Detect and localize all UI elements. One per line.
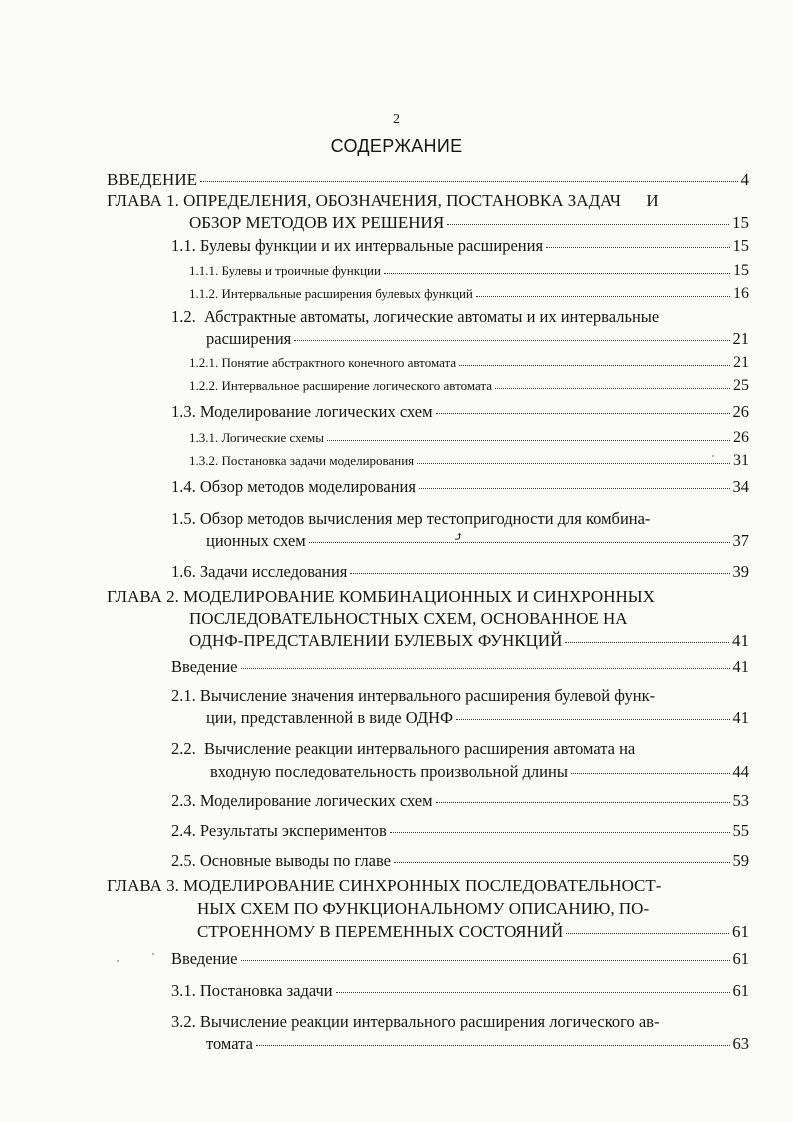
toc-entry-text: 1.1.2. Интервальные расширения булевых функций <box>189 286 473 301</box>
toc-entry-intro[interactable] <box>107 169 749 191</box>
toc-section-1-2[interactable] <box>206 328 749 350</box>
toc-entry-page: 61 <box>732 922 749 941</box>
toc-chapter-3-line2[interactable] <box>197 898 749 920</box>
toc-chapter-3[interactable] <box>197 921 749 943</box>
toc-entry-text: ции, представленной в виде ОДНФ <box>206 708 454 727</box>
toc-entry-text: ОДНФ-ПРЕДСТАВЛЕНИИ БУЛЕВЫХ ФУНКЦИЙ <box>189 631 563 650</box>
toc-chapter-3-intro[interactable] <box>171 948 749 970</box>
toc-entry-text: 1.2. Абстрактные автоматы, логические автоматы и их интервальные <box>171 307 660 326</box>
toc-entry-page: 26 <box>732 402 749 421</box>
dot-leader <box>571 772 730 774</box>
toc-entry-text: 2.4. Результаты экспериментов <box>171 821 387 840</box>
toc-entry-page: 39 <box>732 562 749 581</box>
page-title: СОДЕРЖАНИЕ <box>330 136 463 156</box>
dot-leader <box>459 364 730 366</box>
dot-leader <box>294 339 729 341</box>
toc-entry-page: 21 <box>733 354 749 371</box>
toc-chapter-1[interactable] <box>189 212 749 234</box>
toc-entry-text: 1.2.2. Интервальное расширение логического автомата <box>189 378 493 393</box>
toc-subsection-1-1-1[interactable] <box>189 260 749 282</box>
toc-entry-page: 61 <box>732 949 749 968</box>
dot-leader <box>200 180 738 182</box>
toc-chapter-2-line2[interactable] <box>189 608 749 630</box>
dot-leader <box>350 572 729 574</box>
toc-entry-text: 1.3. Моделирование логических схем <box>171 402 433 421</box>
dot-leader <box>417 462 730 464</box>
toc-entry-page: 55 <box>732 821 749 840</box>
toc-subsection-1-1-2[interactable] <box>189 283 749 305</box>
toc-entry-text: 2.3. Моделирование логических схем <box>171 791 433 810</box>
scan-mark: ⤴ <box>453 529 464 544</box>
toc-entry-text: 1.6. Задачи исследования <box>171 562 348 581</box>
toc-entry-page: 41 <box>732 631 749 650</box>
toc-entry-text: НЫХ СХЕМ ПО ФУНКЦИОНАЛЬНОМУ ОПИСАНИЮ, ПО- <box>197 899 650 918</box>
toc-entry-text: ционных схем <box>206 531 306 550</box>
toc-entry-text: 1.2.1. Понятие абстрактного конечного автомата <box>189 355 457 370</box>
toc-section-1-5-line1[interactable] <box>171 508 749 530</box>
toc-section-2-4[interactable] <box>171 820 749 842</box>
toc-entry-text: входную последовательность произвольной длины <box>210 762 568 781</box>
toc-section-3-1[interactable] <box>171 980 749 1002</box>
toc-entry-text: ОБЗОР МЕТОДОВ ИХ РЕШЕНИЯ <box>189 213 445 232</box>
toc-entry-page: 44 <box>732 762 749 781</box>
toc-entry-text: 1.5. Обзор методов вычисления мер тестопригодности для комбина- <box>171 509 651 528</box>
toc-entry-page: 4 <box>740 170 749 189</box>
toc-entry-page: 15 <box>732 236 749 255</box>
toc-entry-page: 15 <box>733 262 749 279</box>
toc-entry-text: 1.1.1. Булевы и троичные функции <box>189 263 381 278</box>
toc-entry-page: 16 <box>733 285 749 302</box>
toc-entry-page: 31 <box>733 452 749 469</box>
toc-section-1-1[interactable] <box>171 235 749 257</box>
toc-section-1-4[interactable] <box>171 476 749 498</box>
toc-section-2-5[interactable] <box>171 850 749 872</box>
toc-entry-text: 1.3.1. Логические схемы <box>189 430 324 445</box>
toc-chapter-2[interactable] <box>189 630 749 652</box>
scan-speck <box>117 960 119 962</box>
toc-entry-text: ВВЕДЕНИЕ <box>107 170 197 189</box>
toc-section-2-1[interactable] <box>206 707 749 729</box>
toc-chapter-1-line1[interactable] <box>107 190 749 212</box>
toc-entry-text: 2.2. Вычисление реакции интервального расширения автомата на <box>171 739 636 758</box>
toc-section-2-3[interactable] <box>171 790 749 812</box>
toc-section-2-2-line1[interactable] <box>171 738 749 760</box>
dot-leader <box>495 387 730 389</box>
toc-section-1-5[interactable] <box>206 530 749 552</box>
dot-leader <box>546 246 729 248</box>
toc-entry-page: 15 <box>732 213 749 232</box>
dot-leader <box>241 667 730 669</box>
toc-entry-text: 1.3.2. Постановка задачи моделирования <box>189 453 415 468</box>
toc-section-3-2[interactable] <box>206 1033 749 1055</box>
toc-entry-page: 26 <box>733 429 749 446</box>
toc-subsection-1-2-2[interactable] <box>189 375 749 397</box>
dot-leader <box>476 295 730 297</box>
toc-entry-page: 59 <box>732 851 749 870</box>
scan-speck <box>152 953 154 955</box>
toc-entry-page: 61 <box>732 981 749 1000</box>
toc-subsection-1-3-2[interactable] <box>189 450 749 472</box>
toc-entry-page: 37 <box>732 531 749 550</box>
toc-subsection-1-3-1[interactable] <box>189 427 749 449</box>
toc-chapter-3-line1[interactable] <box>107 875 749 897</box>
scan-speck <box>712 455 714 457</box>
toc-entry-page: 25 <box>733 377 749 394</box>
toc-section-2-1-line1[interactable] <box>171 685 749 707</box>
toc-entry-text: ГЛАВА 2. МОДЕЛИРОВАНИЕ КОМБИНАЦИОННЫХ И СИНХРОННЫХ <box>107 587 655 606</box>
toc-entry-text: 2.5. Основные выводы по главе <box>171 851 391 870</box>
dot-leader <box>436 412 730 414</box>
dot-leader <box>419 487 730 489</box>
toc-entry-text: 1.1. Булевы функции и их интервальные расширения <box>171 236 544 255</box>
dot-leader <box>566 932 729 934</box>
dot-leader <box>241 959 730 961</box>
dot-leader <box>309 541 730 543</box>
dot-leader <box>456 718 729 720</box>
toc-entry-text: расширения <box>206 329 292 348</box>
dot-leader <box>256 1044 730 1046</box>
toc-entry-text: Введение <box>171 949 238 968</box>
toc-entry-page: 41 <box>732 657 749 676</box>
toc-chapter-2-line1[interactable] <box>107 586 749 608</box>
toc-entry-text: 2.1. Вычисление значения интервального расширения булевой функ- <box>171 686 656 705</box>
page-number: 2 <box>393 112 400 127</box>
dot-leader <box>336 991 730 993</box>
toc-chapter-2-intro[interactable] <box>171 656 749 678</box>
toc-section-1-2-line1[interactable] <box>171 306 749 328</box>
toc-entry-page: 21 <box>732 329 749 348</box>
toc-entry-text: СТРОЕННОМУ В ПЕРЕМЕННЫХ СОСТОЯНИЙ <box>197 922 564 941</box>
toc-entry-page: 41 <box>732 708 749 727</box>
toc-entry-text: 3.2. Вычисление реакции интервального расширения логического ав- <box>171 1012 660 1031</box>
dot-leader <box>394 861 730 863</box>
dot-leader <box>390 831 730 833</box>
toc-entry-page: 34 <box>732 477 749 496</box>
toc-entry-text: 3.1. Постановка задачи <box>171 981 333 1000</box>
toc-entry-text: 1.4. Обзор методов моделирования <box>171 477 416 496</box>
toc-section-1-6[interactable] <box>171 561 749 583</box>
toc-entry-text: ПОСЛЕДОВАТЕЛЬНОСТНЫХ СХЕМ, ОСНОВАННОЕ НА <box>189 609 628 628</box>
toc-subsection-1-2-1[interactable] <box>189 352 749 374</box>
dot-leader <box>447 223 729 225</box>
toc-section-1-3[interactable] <box>171 401 749 423</box>
dot-leader <box>327 439 730 441</box>
dot-leader <box>384 272 730 274</box>
toc-entry-text: Введение <box>171 657 238 676</box>
toc-entry-page: 53 <box>732 791 749 810</box>
toc-entry-text: ГЛАВА 3. МОДЕЛИРОВАНИЕ СИНХРОННЫХ ПОСЛЕДОВАТЕЛЬНОСТ- <box>107 876 662 895</box>
toc-entry-page: 63 <box>732 1034 749 1053</box>
dot-leader <box>565 641 729 643</box>
toc-entry-text: ГЛАВА 1. ОПРЕДЕЛЕНИЯ, ОБОЗНАЧЕНИЯ, ПОСТАНОВКА ЗАДАЧ И <box>107 191 659 210</box>
toc-section-3-2-line1[interactable] <box>171 1011 749 1033</box>
toc-section-2-2[interactable] <box>210 761 749 783</box>
dot-leader <box>436 801 730 803</box>
toc-entry-text: томата <box>206 1034 253 1053</box>
